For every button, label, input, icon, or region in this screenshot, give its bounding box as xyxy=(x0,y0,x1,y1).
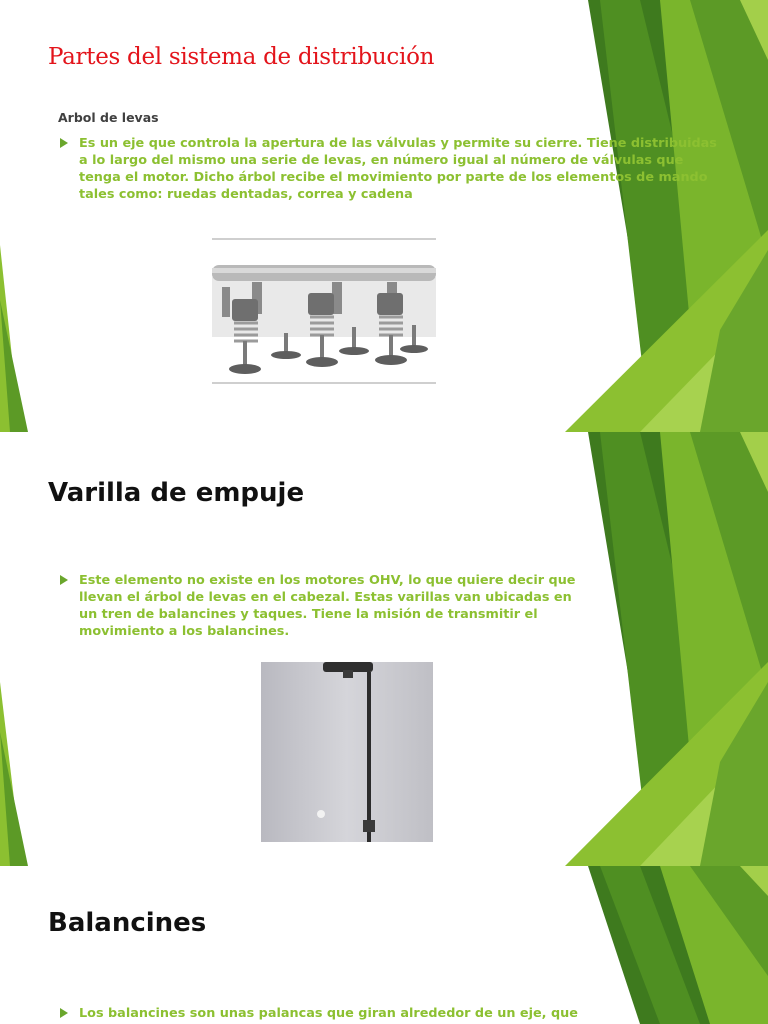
slide-title: Balancines xyxy=(48,908,207,938)
slide-balancines xyxy=(0,866,768,1024)
bullet-arrow-icon xyxy=(60,575,68,585)
green-facet-decoration xyxy=(0,866,768,1024)
bullet-item xyxy=(60,572,580,640)
camshaft-with-valves-photo xyxy=(212,237,436,385)
slide-title: Partes del sistema de distribución xyxy=(48,44,435,70)
section-subheading: Arbol de levas xyxy=(58,110,159,125)
push-rod-photo xyxy=(261,662,433,842)
slide-arbol-de-levas xyxy=(0,0,768,432)
bullet-item xyxy=(60,1005,580,1022)
slide-varilla-de-empuje xyxy=(0,432,768,866)
bullet-item xyxy=(60,135,720,203)
bullet-text: Este elemento no existe en los motores OHV, lo que quiere decir que llevan el árbol de levas en el cabezal. Estas varillas van ubicadas en un tren de balancines y taques. Tiene la misión de transmitir el movimiento a los balancines. xyxy=(79,573,576,639)
bullet-arrow-icon xyxy=(60,138,68,148)
bullet-text: Es un eje que controla la apertura de las válvulas y permite su cierre. Tiene distribuidas a lo largo del mismo una serie de levas, en número igual al número de válvulas que tenga el motor. Dicho árbol recibe el movimiento por parte de los elementos de mando tales como: ruedas dentadas, correa y cadena xyxy=(79,136,717,202)
bullet-arrow-icon xyxy=(60,1008,68,1018)
slide-title: Varilla de empuje xyxy=(48,478,305,508)
bullet-text: Los balancines son unas palancas que giran alrededor de un eje, que xyxy=(79,1006,578,1021)
